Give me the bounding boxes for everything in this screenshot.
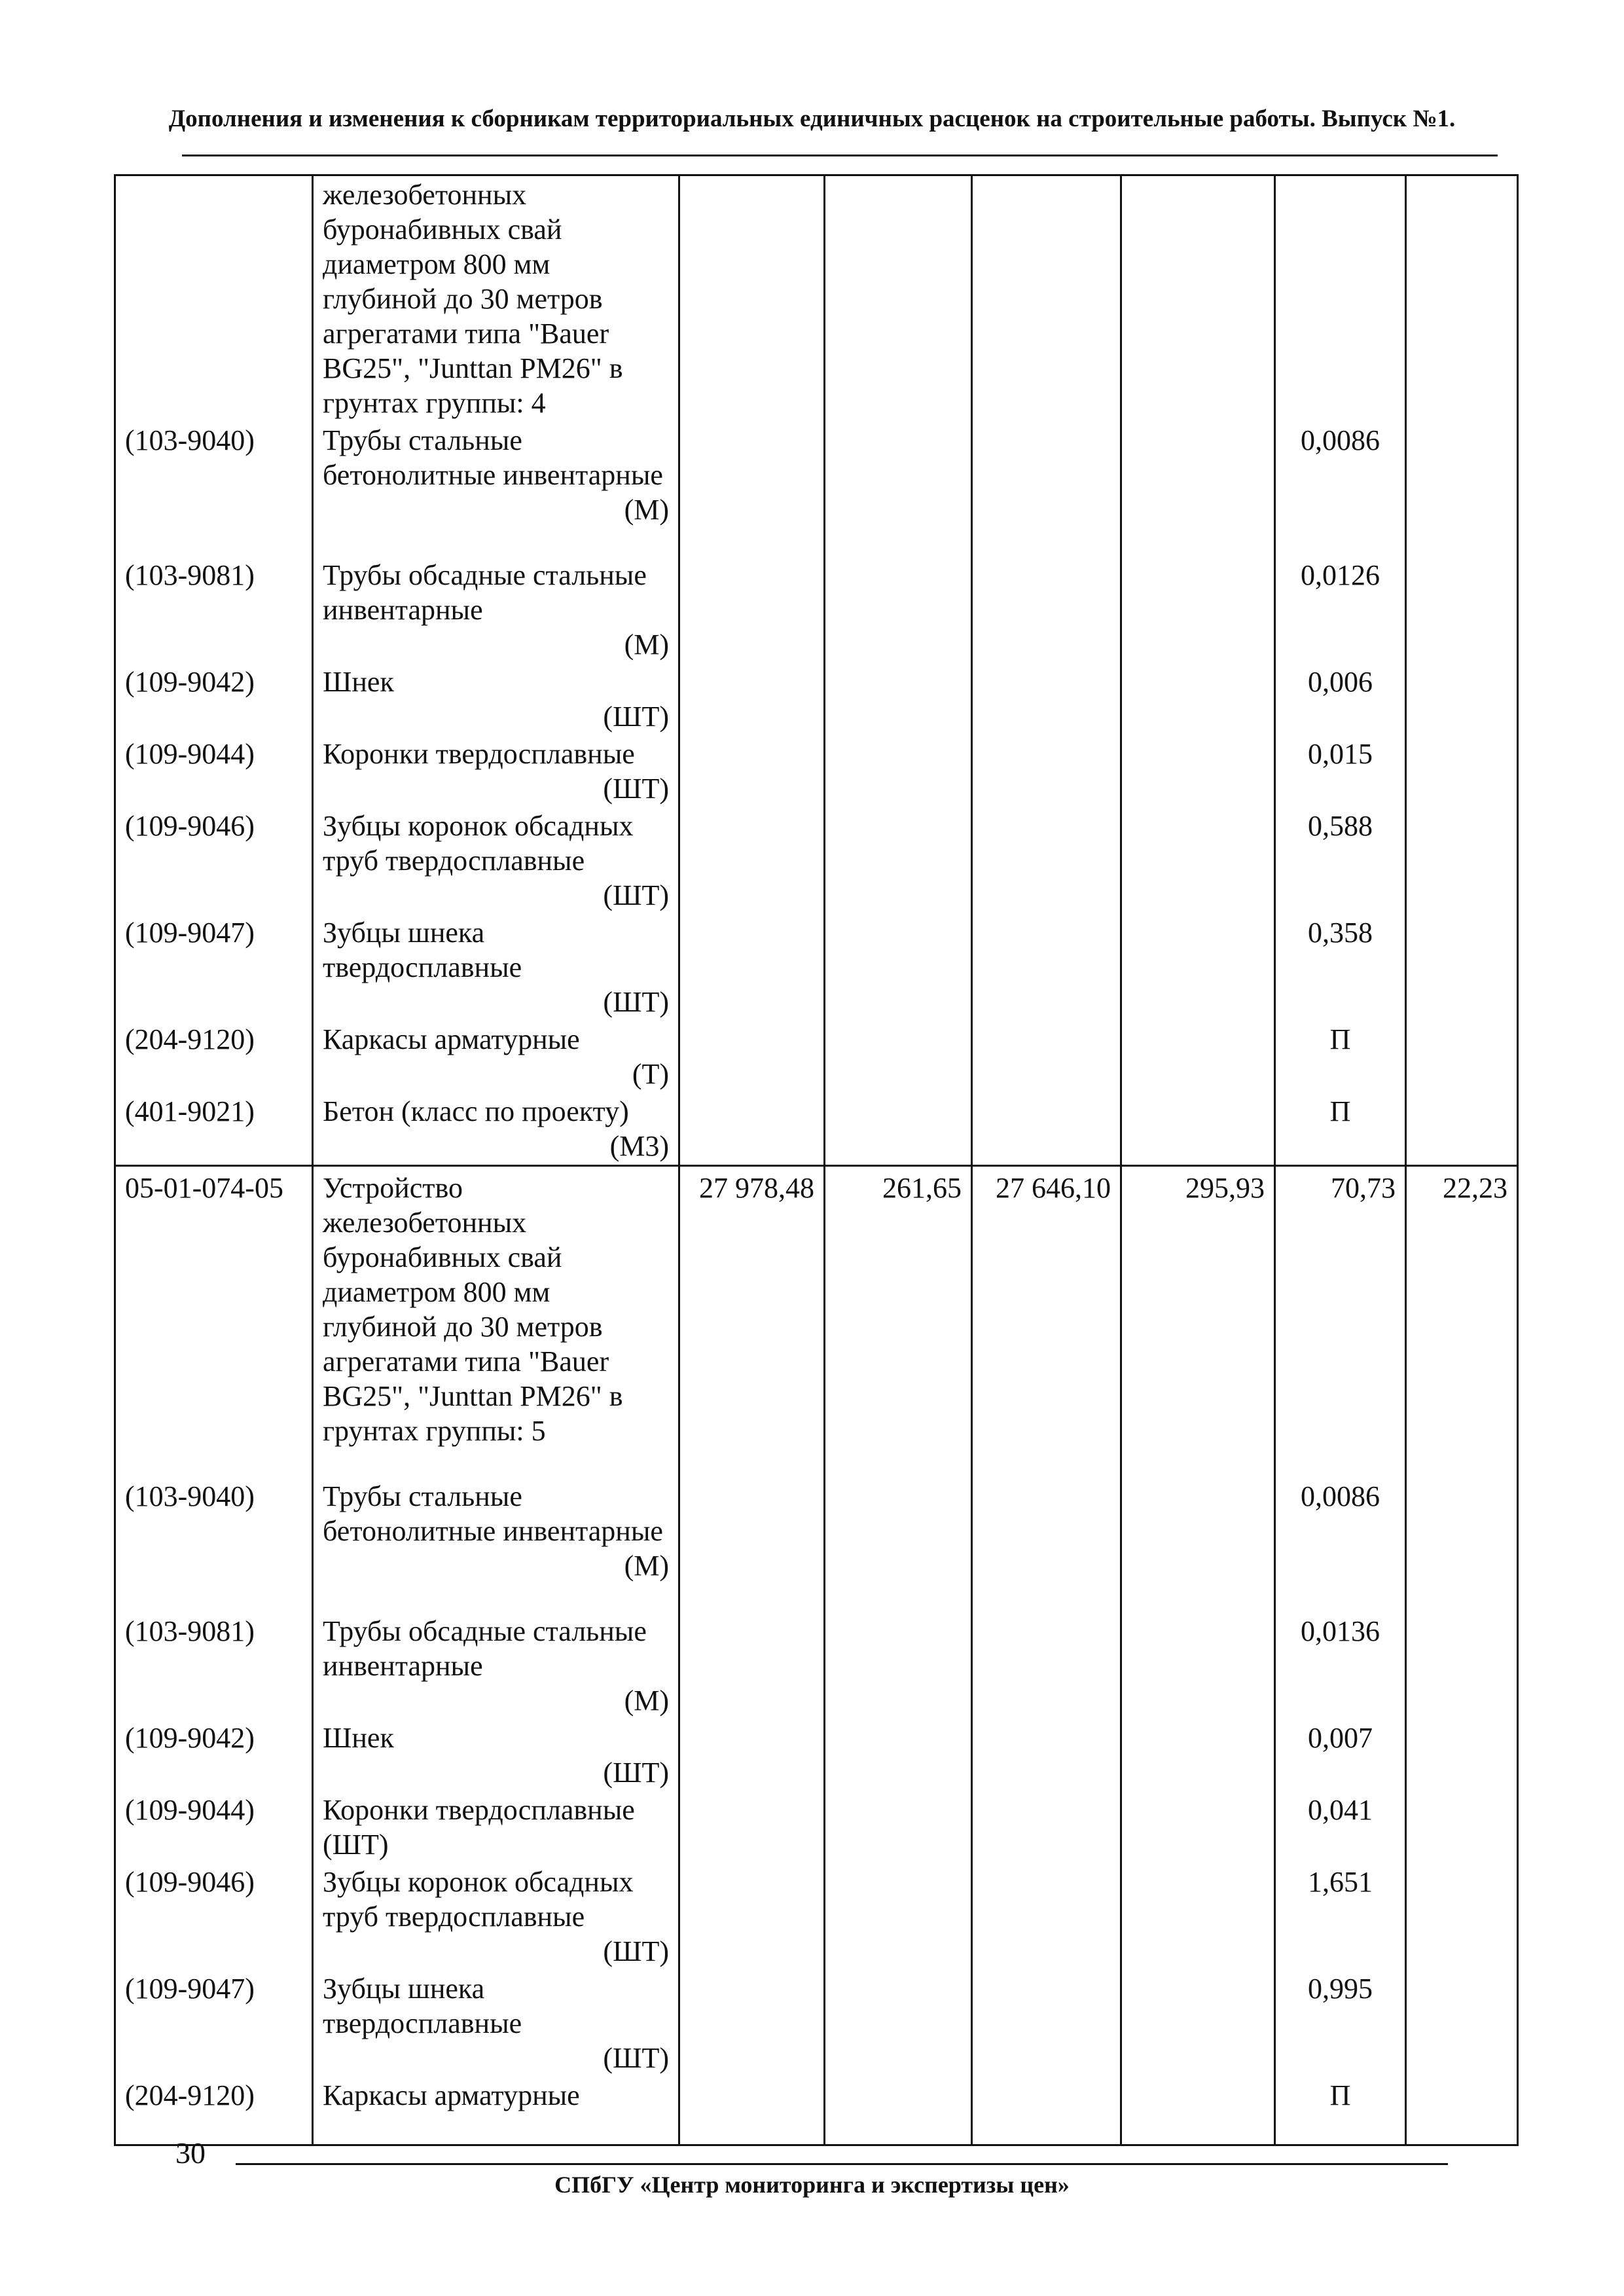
resource-row (115, 1791, 1518, 1863)
resource-value: 0,006 (1275, 663, 1406, 735)
continuation-row (115, 175, 1518, 422)
header-divider (182, 155, 1498, 156)
resource-unit: (М) (624, 1549, 669, 1582)
resource-unit: (М) (624, 1684, 669, 1717)
resource-row (115, 2077, 1518, 2145)
resource-value: 0,0086 (1275, 422, 1406, 556)
resource-unit: (ШТ) (603, 1935, 669, 1967)
resource-unit: (М) (624, 494, 669, 526)
item-materials-cost: 70,73 (1275, 1166, 1406, 1478)
resource-name: Трубы обсадные стальные инвентарные (323, 559, 647, 626)
resource-name: Зубцы коронок обсадных труб твердосплавные (323, 810, 634, 877)
resource-unit: (ШТ) (323, 1828, 389, 1861)
resource-name: Бетон (класс по проекту) (323, 1095, 629, 1127)
continuation-description: железобетонных буронабивных свай диаметром 800 мм глубиной до 30 метров агрегатами типа "Bauer BG25", "Junttan PM26" в грунтах группы: 4 (323, 179, 623, 419)
resource-name: Трубы стальные бетонолитные инвентарные (323, 424, 663, 491)
resource-code: (109-9046) (115, 807, 313, 914)
resource-row (115, 807, 1518, 914)
resource-name: Шнек (323, 1721, 394, 1754)
resource-code: (109-9044) (115, 1791, 313, 1863)
document-header-title: Дополнения и изменения к сборникам территориальных единичных расценок на строительные работы. Выпуск №1. (168, 105, 1456, 132)
resource-value: П (1275, 1021, 1406, 1093)
resource-name: Трубы стальные бетонолитные инвентарные (323, 1480, 663, 1547)
resource-name: Трубы обсадные стальные инвентарные (323, 1614, 647, 1682)
item-code: 05-01-074-05 (115, 1166, 313, 1478)
resource-row (115, 1093, 1518, 1166)
item-machine-cost: 27 646,10 (972, 1166, 1121, 1478)
resource-value: 0,015 (1275, 735, 1406, 807)
item-labor-hours: 22,23 (1406, 1166, 1518, 1478)
resource-unit: (ШТ) (603, 986, 669, 1018)
resource-row (115, 663, 1518, 735)
rates-table (114, 174, 1519, 2146)
resource-row (115, 1970, 1518, 2077)
resource-unit: (М3) (609, 1130, 669, 1162)
resource-value: 0,0086 (1275, 1478, 1406, 1613)
footer-divider (236, 2163, 1448, 2165)
page-number: 30 (175, 2136, 206, 2170)
resource-code: (109-9047) (115, 914, 313, 1021)
resource-row (115, 735, 1518, 807)
resource-unit: (ШТ) (603, 1756, 669, 1789)
resource-code: (103-9040) (115, 422, 313, 556)
resource-code: (109-9047) (115, 1970, 313, 2077)
resource-value: П (1275, 1093, 1406, 1166)
resource-name: Каркасы арматурные (323, 1023, 580, 1055)
resource-name: Зубцы шнека твердосплавные (323, 1972, 522, 2039)
resource-name: Зубцы шнека твердосплавные (323, 917, 522, 983)
resource-value: 0,358 (1275, 914, 1406, 1021)
resource-row (115, 1719, 1518, 1791)
resource-code: (109-9042) (115, 1719, 313, 1791)
resource-row (115, 422, 1518, 556)
resource-code: (401-9021) (115, 1093, 313, 1166)
resource-row (115, 1021, 1518, 1093)
resource-value: 0,0136 (1275, 1613, 1406, 1719)
resource-name: Коронки твердосплавные (323, 738, 635, 770)
resource-value: 0,041 (1275, 1791, 1406, 1863)
resource-row (115, 1613, 1518, 1719)
resource-unit: (ШТ) (603, 2041, 669, 2074)
item-description: Устройство железобетонных буронабивных свай диаметром 800 мм глубиной до 30 метров агрегатами типа "Bauer BG25", "Junttan PM26" в грунтах группы: 5 (323, 1172, 623, 1447)
resource-unit: (М) (624, 629, 669, 661)
resource-value: 0,007 (1275, 1719, 1406, 1791)
resource-code: (109-9044) (115, 735, 313, 807)
resource-row (115, 914, 1518, 1021)
resource-unit: (ШТ) (603, 879, 669, 911)
resource-unit: (ШТ) (603, 701, 669, 733)
item-labor-cost: 261,65 (825, 1166, 972, 1478)
resource-value: П (1275, 2077, 1406, 2145)
resource-code: (204-9120) (115, 2077, 313, 2145)
resource-unit: (ШТ) (603, 773, 669, 805)
item-total-cost: 27 978,48 (679, 1166, 825, 1478)
resource-name: Коронки твердосплавные (323, 1793, 635, 1826)
resource-row (115, 1863, 1518, 1970)
resource-name: Каркасы арматурные (323, 2079, 580, 2111)
resource-value: 0,0126 (1275, 556, 1406, 663)
resource-unit: (Т) (632, 1058, 669, 1090)
resource-code: (109-9046) (115, 1863, 313, 1970)
item-row (115, 1166, 1518, 1478)
resource-row (115, 556, 1518, 663)
resource-code: (103-9081) (115, 556, 313, 663)
resource-code: (103-9081) (115, 1613, 313, 1719)
resource-value: 0,588 (1275, 807, 1406, 914)
resource-code: (103-9040) (115, 1478, 313, 1613)
resource-code: (109-9042) (115, 663, 313, 735)
resource-code: (204-9120) (115, 1021, 313, 1093)
resource-value: 1,651 (1275, 1863, 1406, 1970)
resource-value: 0,995 (1275, 1970, 1406, 2077)
resource-name: Зубцы коронок обсадных труб твердосплавные (323, 1865, 634, 1933)
resource-name: Шнек (323, 666, 394, 698)
footer-organization: СПбГУ «Центр мониторинга и экспертизы цен» (554, 2172, 1070, 2198)
item-operator-wages: 295,93 (1121, 1166, 1275, 1478)
resource-row (115, 1478, 1518, 1613)
